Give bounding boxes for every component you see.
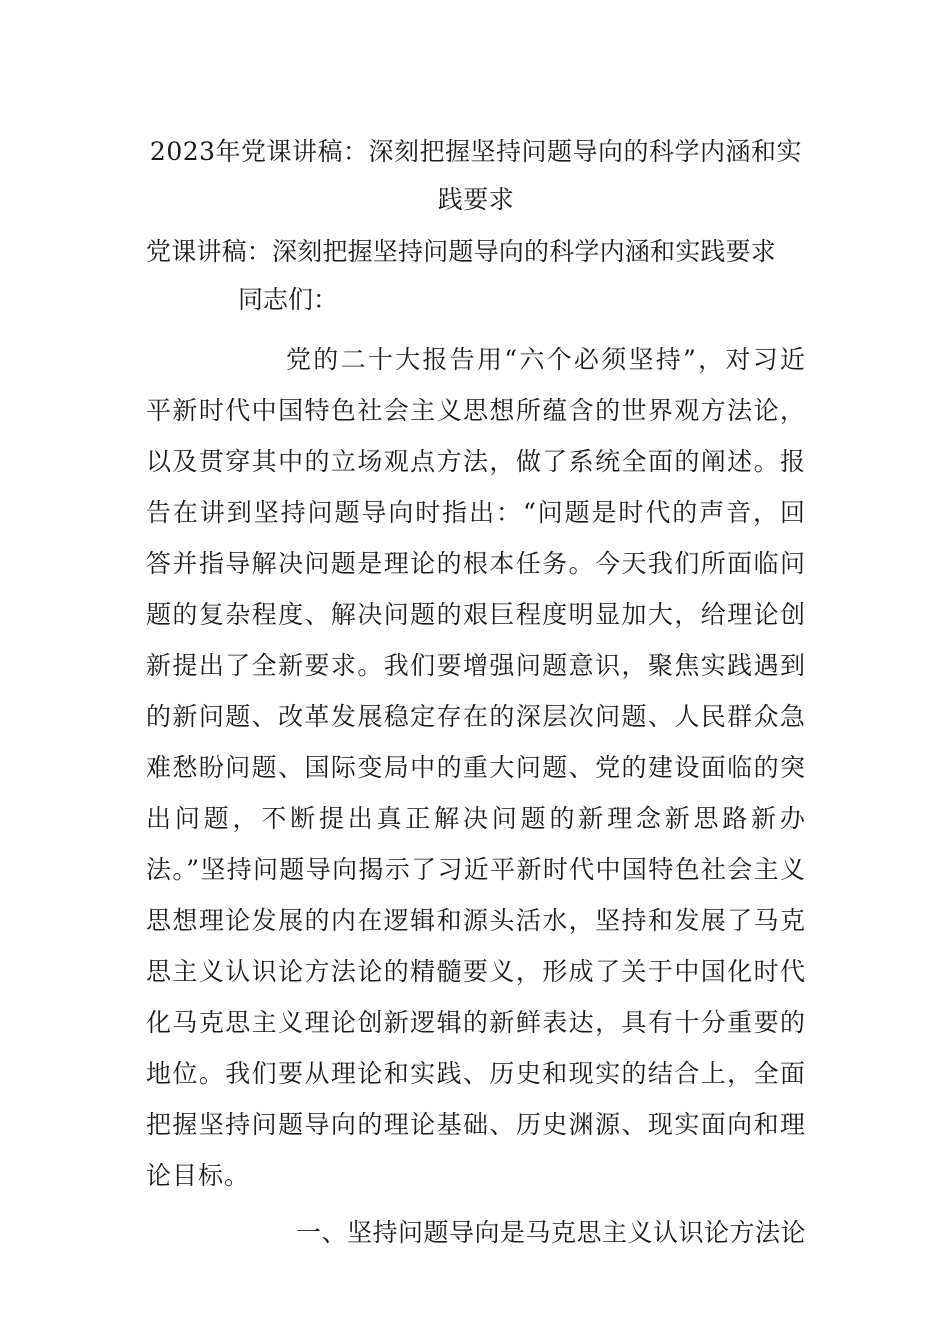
body-paragraph: 党的二十大报告用“六个必须坚持”，对习近平新时代中国特色社会主义思想所蕴含的世界观方法论，以及贯穿其中的立场观点方法，做了系统全面的阐述。报告在讲到坚持问题导向时指出：“问题是时代的声音，回答并指导解决问题是理论的根本任务。今天我们所面临问题的复杂程度、解决问题的艰巨程度明显加大，给理论创新提出了全新要求。我们要增强问题意识，聚焦实践遇到的新问题、改革发展稳定存在的深层次问题、人民群众急难愁盼问题、国际变局中的重大问题、党的建设面临的突出问题，不断提出真正解决问题的新理念新思路新办法。”坚持问题导向揭示了习近平新时代中国特色社会主义思想理论发展的内在逻辑和源头活水，坚持和发展了马克思主义认识论方法论的精髓要义，形成了关于中国化时代化马克思主义理论创新逻辑的新鲜表达，具有十分重要的地位。我们要从理论和实践、历史和现实的结合上，全面把握坚持问题导向的理论基础、历史渊源、现实面向和理论目标。 [146, 345, 806, 1190]
document-title: 2023年党课讲稿：深刻把握坚持问题导向的科学内涵和实践要求 [149, 137, 803, 214]
document-subtitle: 党课讲稿：深刻把握坚持问题导向的科学内涵和实践要求 [146, 237, 777, 266]
section-heading: 一、坚持问题导向是马克思主义认识论方法论 [295, 1218, 806, 1247]
document-body [146, 128, 806, 1258]
greeting: 同志们： [238, 285, 339, 314]
